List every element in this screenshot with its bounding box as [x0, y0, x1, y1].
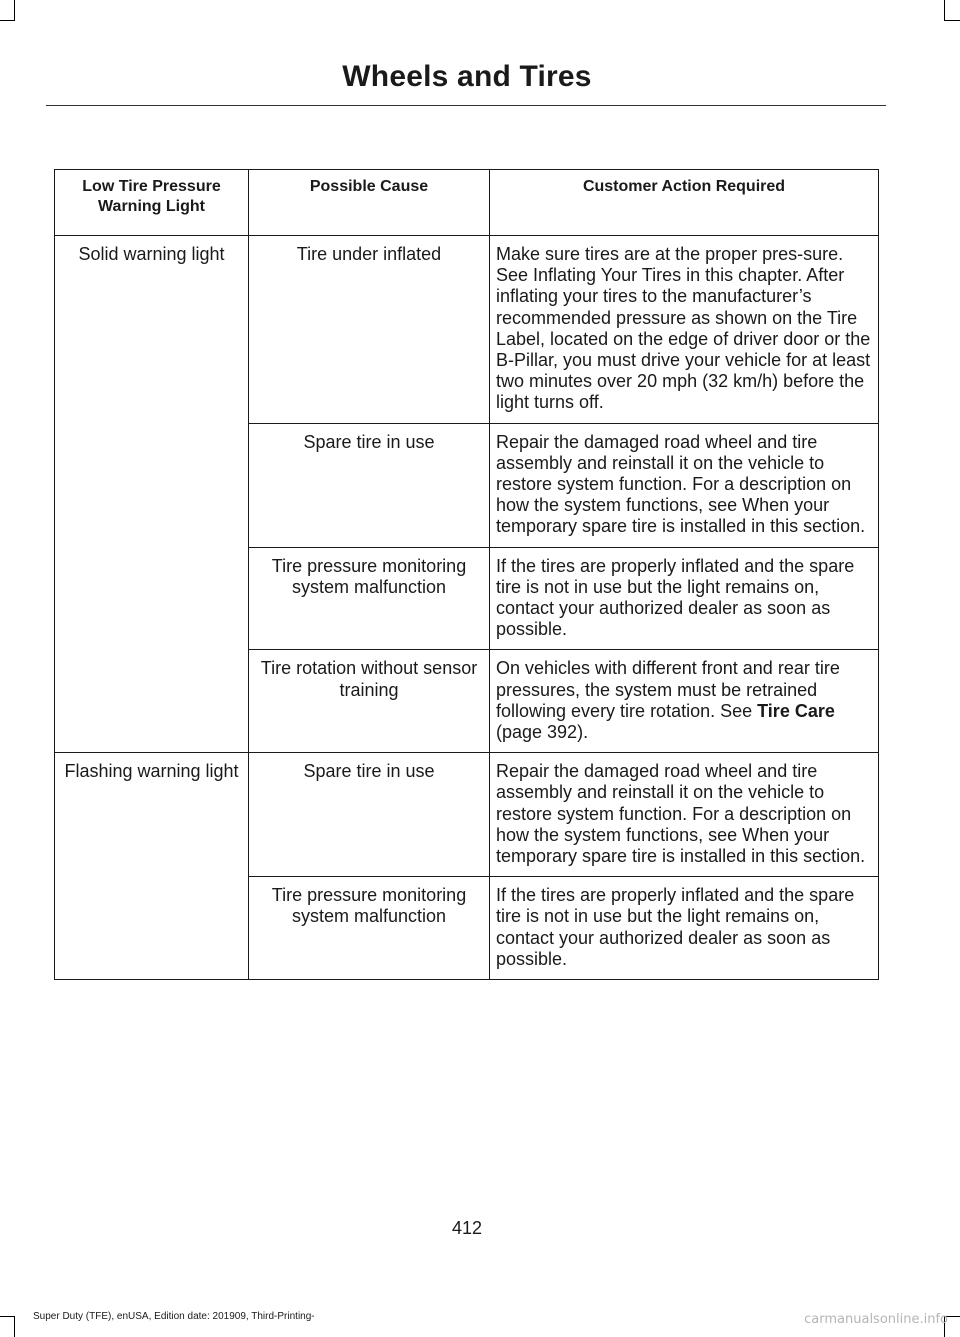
crop-mark-top-right-v	[944, 0, 945, 20]
tire-care-link[interactable]: Tire Care	[757, 700, 835, 721]
page-title: Wheels and Tires	[342, 60, 592, 93]
action-cell: Repair the damaged road wheel and tire assembly and reinstall it on the vehicle to restore system function. For a description on how the system functions, see When your temporary spare tire is installed in this section.	[490, 753, 879, 877]
action-cell	[490, 650, 879, 753]
action-page-ref: (page 392).	[496, 722, 589, 743]
cause-cell: Tire pressure monitoring system malfunction	[249, 547, 490, 650]
tpms-warning-table	[54, 169, 879, 980]
crop-mark-bottom-left-v	[14, 1317, 15, 1337]
cause-cell: Tire under inflated	[249, 236, 490, 424]
cause-cell: Tire rotation without sensor training	[249, 650, 490, 753]
column-header-warning-light: Low Tire Pressure Warning Light	[55, 170, 249, 236]
cause-cell: Spare tire in use	[249, 423, 490, 547]
action-cell: If the tires are properly inflated and the spare tire is not in use but the light remains on, contact your authorized dealer as soon as possible.	[490, 547, 879, 650]
page-number: 412	[451, 1218, 483, 1238]
crop-mark-top-left-h	[0, 20, 15, 21]
crop-mark-bottom-left-h	[0, 1316, 15, 1317]
action-cell: Make sure tires are at the proper pres-sure. See Inflating Your Tires in this chapter. After inflating your tires to the manufacturer’s recommended pressure as shown on the Tire Label, located on the edge of driver door or the B-Pillar, you must drive your vehicle for at least two minutes over 20 mph (32 km/h) before the light turns off.	[490, 236, 879, 424]
title-divider	[46, 105, 886, 106]
table-row	[55, 236, 879, 424]
warning-light-solid: Solid warning light	[55, 236, 249, 753]
cause-cell: Spare tire in use	[249, 753, 490, 877]
warning-light-flashing: Flashing warning light	[55, 753, 249, 980]
action-text: On vehicles with different front and rear tire pressures, the system must be retrained following every tire rotation. See	[496, 658, 840, 721]
watermark: carmanualsonline.info	[804, 1312, 948, 1327]
column-header-possible-cause: Possible Cause	[249, 170, 490, 236]
cause-cell: Tire pressure monitoring system malfunction	[249, 877, 490, 980]
table-row	[55, 753, 879, 877]
crop-mark-top-right-h	[944, 20, 960, 21]
table-header-row	[55, 170, 879, 236]
crop-mark-top-left-v	[14, 0, 15, 20]
action-cell: Repair the damaged road wheel and tire assembly and reinstall it on the vehicle to restore system function. For a description on how the system functions, see When your temporary spare tire is installed in this section.	[490, 423, 879, 547]
footer-edition-info: Super Duty (TFE), enUSA, Edition date: 201909, Third-Printing-	[33, 1311, 315, 1322]
action-cell: If the tires are properly inflated and the spare tire is not in use but the light remains on, contact your authorized dealer as soon as possible.	[490, 877, 879, 980]
column-header-action-required: Customer Action Required	[490, 170, 879, 236]
